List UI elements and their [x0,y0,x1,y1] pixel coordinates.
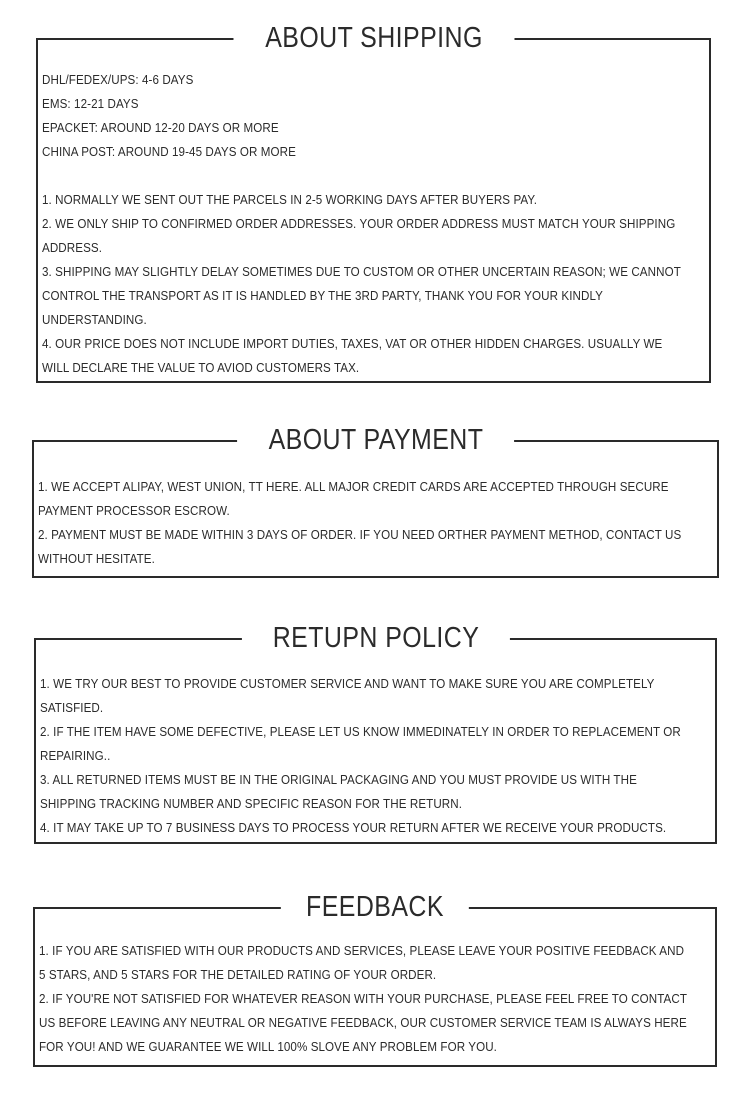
payment-line: WITHOUT HESITATE. [38,551,155,566]
shipping-line: ADDRESS. [42,240,103,255]
feedback-line: US BEFORE LEAVING ANY NEUTRAL OR NEGATIVE FEEDBACK, OUR CUSTOMER SERVICE TEAM IS ALWAYS HERE [39,1015,687,1030]
feedback-title: FEEDBACK [281,887,469,927]
payment-body [38,475,713,571]
shipping-line: 2. WE ONLY SHIP TO CONFIRMED ORDER ADDRESSES. YOUR ORDER ADDRESS MUST MATCH YOUR SHIPPING [42,216,676,231]
feedback-section [33,891,717,1067]
payment-line: 1. WE ACCEPT ALIPAY, WEST UNION, TT HERE. ALL MAJOR CREDIT CARDS ARE ACCEPTED THROUGH SECURE [38,479,669,494]
carrier-line: EMS: 12-21 DAYS [42,96,139,111]
feedback-body [39,939,711,1059]
feedback-line: 1. IF YOU ARE SATISFIED WITH OUR PRODUCTS AND SERVICES, PLEASE LEAVE YOUR POSITIVE FEEDBACK AND [39,943,685,958]
return-line: SATISFIED. [40,700,104,715]
feedback-line: 5 STARS, AND 5 STARS FOR THE DETAILED RATING OF YOUR ORDER. [39,967,437,982]
shipping-line: UNDERSTANDING. [42,312,147,327]
shipping-line: 4. OUR PRICE DOES NOT INCLUDE IMPORT DUTIES, TAXES, VAT OR OTHER HIDDEN CHARGES. USUALLY WE [42,336,663,351]
spacer [42,164,705,188]
shipping-line: 3. SHIPPING MAY SLIGHTLY DELAY SOMETIMES DUE TO CUSTOM OR OTHER UNCERTAIN REASON; WE CANNOT [42,264,681,279]
payment-line: PAYMENT PROCESSOR ESCROW. [38,503,230,518]
carrier-line: DHL/FEDEX/UPS: 4-6 DAYS [42,72,194,87]
return-line: SHIPPING TRACKING NUMBER AND SPECIFIC REASON FOR THE RETURN. [40,796,463,811]
carrier-line: EPACKET: AROUND 12-20 DAYS OR MORE [42,120,279,135]
shipping-line: WILL DECLARE THE VALUE TO AVIOD CUSTOMERS TAX. [42,360,360,375]
shipping-title: ABOUT SHIPPING [233,18,514,58]
payment-line: 2. PAYMENT MUST BE MADE WITHIN 3 DAYS OF ORDER. IF YOU NEED ORTHER PAYMENT METHOD, CONTACT US [38,527,682,542]
return-line: 2. IF THE ITEM HAVE SOME DEFECTIVE, PLEASE LET US KNOW IMMEDINATELY IN ORDER TO REPLACEMENT OR [40,724,681,739]
payment-section [32,424,719,578]
shipping-line: 1. NORMALLY WE SENT OUT THE PARCELS IN 2-5 WORKING DAYS AFTER BUYERS PAY. [42,192,538,207]
carrier-line: CHINA POST: AROUND 19-45 DAYS OR MORE [42,144,296,159]
shipping-body [42,68,705,380]
return-line: 4. IT MAY TAKE UP TO 7 BUSINESS DAYS TO PROCESS YOUR RETURN AFTER WE RECEIVE YOUR PRODUCTS. [40,820,667,835]
shipping-section [36,22,711,383]
feedback-line: FOR YOU! AND WE GUARANTEE WE WILL 100% SLOVE ANY PROBLEM FOR YOU. [39,1039,497,1054]
payment-title: ABOUT PAYMENT [237,420,515,460]
feedback-line: 2. IF YOU'RE NOT SATISFIED FOR WHATEVER REASON WITH YOUR PURCHASE, PLEASE FEEL FREE TO CONTACT [39,991,688,1006]
return-policy-body [40,672,711,840]
return-line: REPAIRING.. [40,748,111,763]
return-policy-title: RETUPN POLICY [241,618,509,658]
return-line: 1. WE TRY OUR BEST TO PROVIDE CUSTOMER SERVICE AND WANT TO MAKE SURE YOU ARE COMPLETELY [40,676,655,691]
return-policy-section [34,622,717,844]
return-line: 3. ALL RETURNED ITEMS MUST BE IN THE ORIGINAL PACKAGING AND YOU MUST PROVIDE US WITH THE [40,772,637,787]
shipping-line: CONTROL THE TRANSPORT AS IT IS HANDLED BY THE 3RD PARTY, THANK YOU FOR YOUR KINDLY [42,288,603,303]
